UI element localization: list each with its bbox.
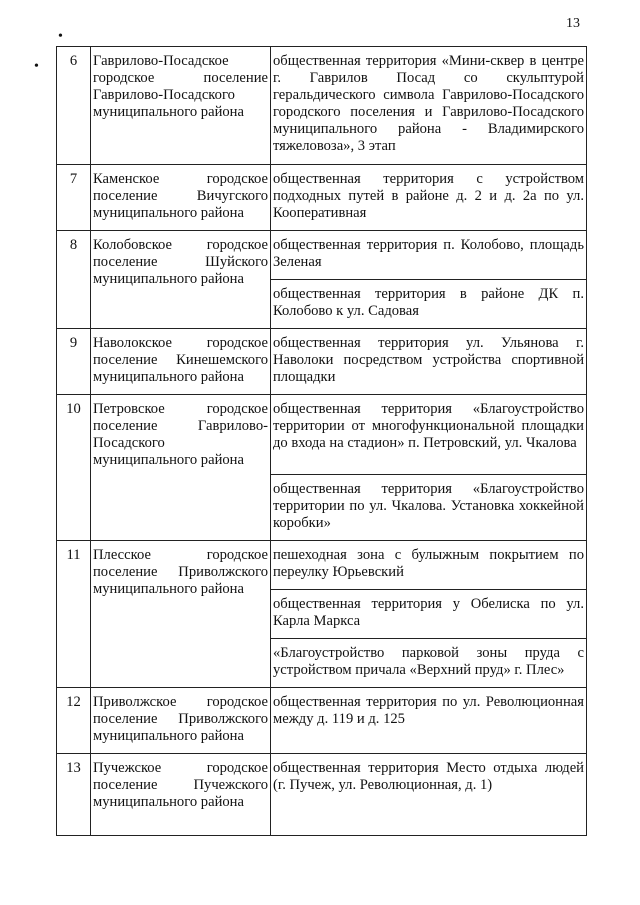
- table-row: [57, 688, 587, 754]
- row-number: 12: [57, 688, 91, 754]
- row-number: 6: [57, 47, 91, 165]
- municipality-cell: Петровское городское поселение Гаврилово-Посадского муниципального района: [91, 395, 271, 541]
- row-number: 8: [57, 231, 91, 329]
- municipality-cell: Гаврилово-Посадское городское поселение Гаврилово-Посадского муниципального района: [91, 47, 271, 165]
- territory-cell: пешеходная зона с булыжным покрытием по переулку Юрьевский: [271, 541, 587, 590]
- territory-table: [56, 46, 587, 836]
- table-row: [57, 231, 587, 280]
- municipality-cell: Приволжское городское поселение Приволжского муниципального района: [91, 688, 271, 754]
- territory-cell: общественная территория в районе ДК п. Колобово к ул. Садовая: [271, 280, 587, 329]
- territory-cell: общественная территория п. Колобово, площадь Зеленая: [271, 231, 587, 280]
- municipality-cell: Пучежское городское поселение Пучежского муниципального района: [91, 754, 271, 836]
- page-number: 13: [566, 16, 580, 31]
- row-number: 9: [57, 329, 91, 395]
- table-row: [57, 395, 587, 475]
- row-number: 13: [57, 754, 91, 836]
- table-row: [57, 754, 587, 836]
- municipality-cell: Колобовское городское поселение Шуйского муниципального района: [91, 231, 271, 329]
- territory-cell: общественная территория «Мини-сквер в центре г. Гаврилов Посад со скульптурой геральдического символа Гаврилово-Посадского городского поселения и Гаврилово-Посадского муниципального района - Владимирского тяжеловоза», 3 этап: [271, 47, 587, 165]
- territory-cell: общественная территория ул. Ульянова г. Наволоки посредством устройства спортивной площадки: [271, 329, 587, 395]
- table-row: [57, 165, 587, 231]
- territory-cell: общественная территория у Обелиска по ул. Карла Маркса: [271, 590, 587, 639]
- municipality-cell: Плесское городское поселение Приволжского муниципального района: [91, 541, 271, 688]
- scan-dot: •: [34, 59, 39, 74]
- territory-cell: общественная территория по ул. Революционная между д. 119 и д. 125: [271, 688, 587, 754]
- territory-cell: «Благоустройство парковой зоны пруда с устройством причала «Верхний пруд» г. Плес»: [271, 639, 587, 688]
- row-number: 11: [57, 541, 91, 688]
- table-row: [57, 47, 587, 165]
- scan-dot: •: [58, 29, 63, 44]
- territory-cell: общественная территория «Благоустройство территории по ул. Чкалова. Установка хоккейной коробки»: [271, 475, 587, 541]
- row-number: 10: [57, 395, 91, 541]
- territory-cell: общественная территория «Благоустройство территории от многофункциональной площадки до входа на стадион» п. Петровский, ул. Чкалова: [271, 395, 587, 475]
- municipality-cell: Каменское городское поселение Вичугского муниципального района: [91, 165, 271, 231]
- table-row: [57, 541, 587, 590]
- territory-cell: общественная территория с устройством подходных путей в районе д. 2 и д. 2а по ул. Кооперативная: [271, 165, 587, 231]
- table-row: [57, 329, 587, 395]
- municipality-cell: Наволокское городское поселение Кинешемского муниципального района: [91, 329, 271, 395]
- territory-cell: общественная территория Место отдыха людей (г. Пучеж, ул. Революционная, д. 1): [271, 754, 587, 836]
- row-number: 7: [57, 165, 91, 231]
